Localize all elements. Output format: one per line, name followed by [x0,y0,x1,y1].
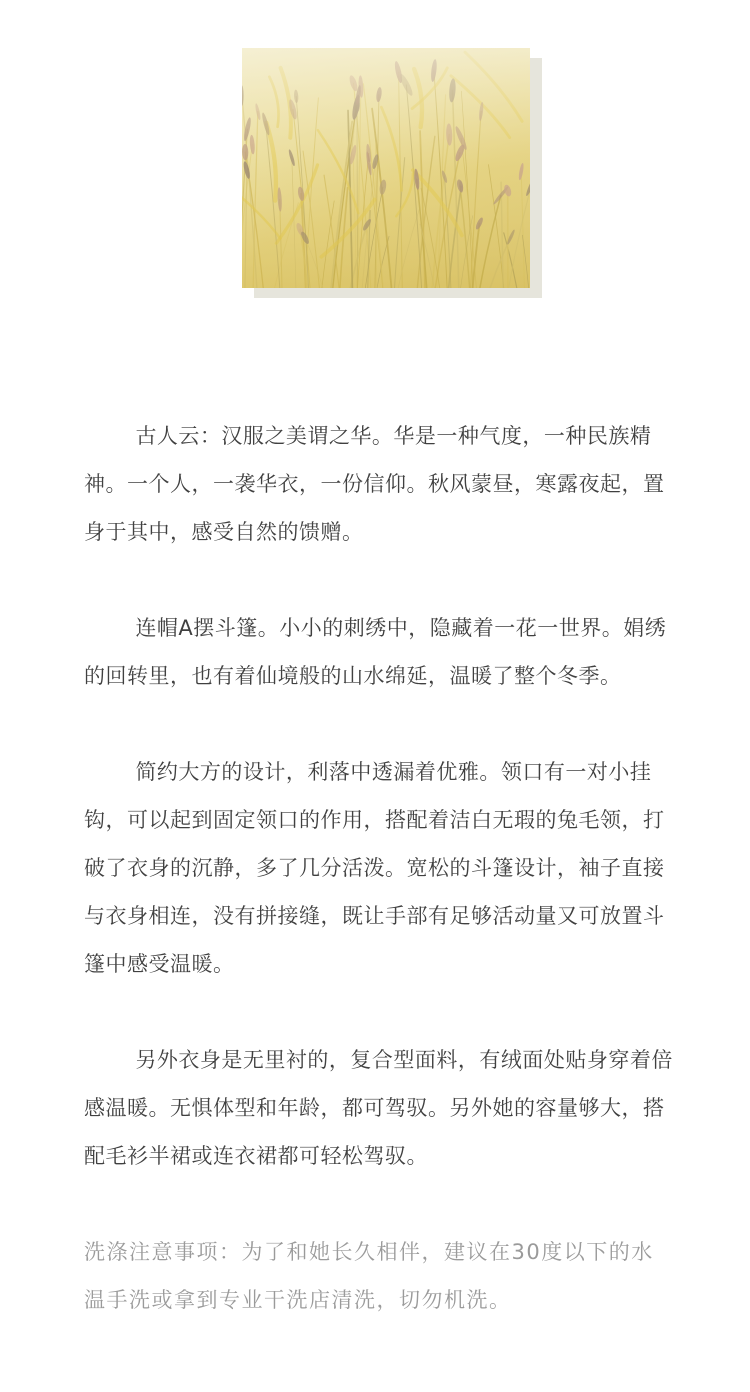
paragraph-cape: 连帽A摆斗篷。小小的刺绣中，隐藏着一花一世界。娟绣的回转里，也有着仙境般的山水绵延，温暖了整个冬季。 [84,616,667,688]
paragraph-intro: 古人云：汉服之美谓之华。华是一种气度，一种民族精神。一个人，一袭华衣，一份信仰。秋风蒙昼，寒露夜起，置身于其中，感受自然的馈赠。 [84,424,665,544]
grass-field-illustration [242,48,530,288]
hero-image-frame [242,48,542,298]
article-body [84,412,674,1324]
paragraph-design: 简约大方的设计，利落中透漏着优雅。领口有一对小挂钩，可以起到固定领口的作用，搭配着洁白无瑕的兔毛领，打破了衣身的沉静，多了几分活泼。宽松的斗篷设计，袖子直接与衣身相连，没有拼接缝，既让手部有足够活动量又可放置斗篷中感受温暖。 [84,760,665,976]
care-instructions: 洗涤注意事项：为了和她长久相伴，建议在30度以下的水温手洗或拿到专业干洗店清洗，切勿机洗。 [84,1240,654,1312]
paragraph-fabric: 另外衣身是无里衬的，复合型面料，有绒面处贴身穿着倍感温暖。无惧体型和年龄，都可驾驭。另外她的容量够大，搭配毛衫半裙或连衣裙都可轻松驾驭。 [84,1048,673,1168]
hero-image [242,48,530,288]
